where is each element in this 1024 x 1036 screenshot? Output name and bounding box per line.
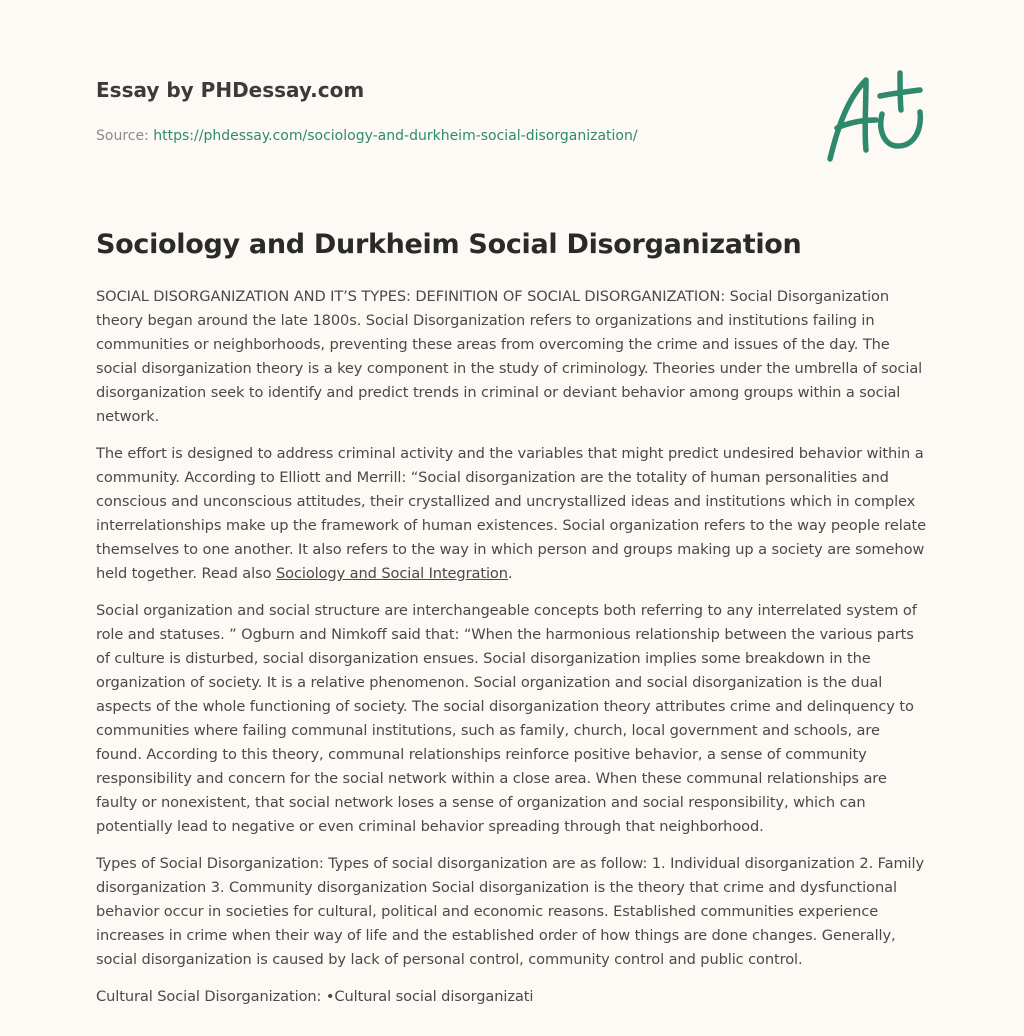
paragraph-2 (96, 442, 930, 586)
paragraph-5: Cultural Social Disorganization: •Cultural social disorganizati (96, 988, 534, 1005)
a-plus-logo-icon[interactable] (820, 66, 930, 166)
source-link[interactable]: https://phdessay.com/sociology-and-durkheim-social-disorganization/ (153, 128, 638, 144)
paragraph-2-end: . (507, 565, 513, 582)
paragraph-4: Types of Social Disorganization: Types of social disorganization are as follow: 1. Individual disorganization 2. Family disorganization 3. Community disorganization Social disorganization is the theory that crime and dysfunctional behavior occur in societies for cultural, political and economic reasons. Established communities experience increases in crime when their way of life and the established order of how things are done changes. Generally, social disorganization is caused by lack of personal control, community control and public control. (96, 855, 925, 968)
page-header (96, 76, 796, 146)
related-essay-link[interactable]: Sociology and Social Integration (275, 565, 508, 582)
source-label: Source: (96, 128, 149, 144)
article-title: Sociology and Durkheim Social Disorganization (96, 229, 802, 260)
source-line (96, 126, 796, 146)
brand-title: Essay by PHDessay.com (96, 78, 365, 102)
paragraph-2-text: The effort is designed to address criminal activity and the variables that might predict undesired behavior within a community. According to Elliott and Merrill: “Social disorganization are the totality of human personalities and conscious and unconscious attitudes, their crystallized and uncrystallized ideas and institutions which in complex interrelationships make up the framework of human existences. Social organization refers to the way people relate themselves to one another. It also refers to the way in which person and groups making up a society are somehow held together. Read also (96, 445, 927, 582)
paragraph-3: Social organization and social structure are interchangeable concepts both referring to any interrelated system of role and statuses. ” Ogburn and Nimkoff said that: “When the harmonious relationship between the various parts of culture is disturbed, social disorganization ensues. Social disorganization implies some breakdown in the organization of society. It is a relative phenomenon. Social organization and social disorganization is the dual aspects of the whole functioning of society. The social disorganization theory attributes crime and delinquency to communities where failing communal institutions, such as family, church, local government and schools, are found. According to this theory, communal relationships reinforce positive behavior, a sense of community responsibility and concern for the social network within a close area. When these communal relationships are faulty or nonexistent, that social network loses a sense of organization and social responsibility, which can potentially lead to negative or even criminal behavior spreading through that neighborhood. (96, 602, 917, 835)
article-body (96, 285, 930, 1022)
paragraph-1: SOCIAL DISORGANIZATION AND IT’S TYPES: DEFINITION OF SOCIAL DISORGANIZATION: Social Disorganization theory began around the late 1800s. Social Disorganization refers to organizations and institutions failing in communities or neighborhoods, preventing these areas from overcoming the crime and issues of the day. The social disorganization theory is a key component in the study of criminology. Theories under the umbrella of social disorganization seek to identify and predict trends in criminal or deviant behavior among groups within a social network. (96, 288, 923, 425)
